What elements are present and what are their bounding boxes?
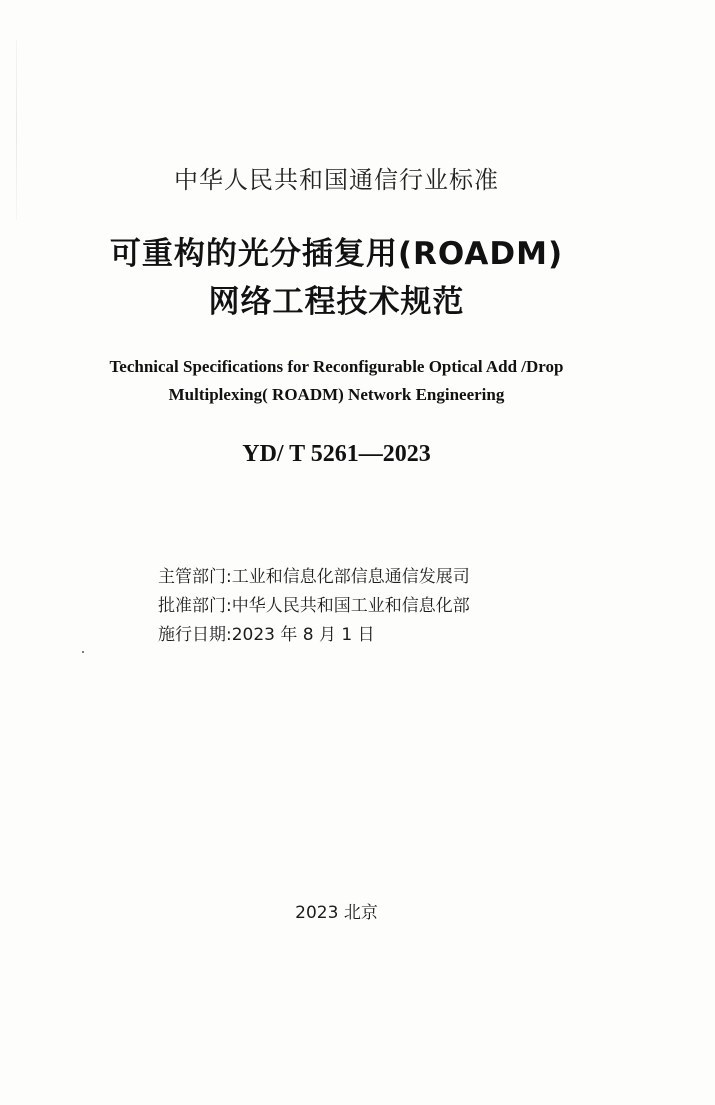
- english-title-line-2: Multiplexing( ROADM) Network Engineering: [168, 385, 505, 404]
- publication-imprint: 2023 北京: [295, 903, 378, 923]
- standard-code: YD/ T 5261—2023: [242, 441, 431, 467]
- chinese-title-line-2: 网络工程技术规范: [208, 284, 465, 320]
- effective-date: 施行日期:2023 年 8 月 1 日: [158, 625, 375, 645]
- competent-department: 主管部门:工业和信息化部信息通信发展司: [158, 567, 470, 587]
- chinese-title-line-1: 可重构的光分插复用(ROADM): [109, 236, 564, 272]
- industry-standard-heading: 中华人民共和国通信行业标准: [174, 166, 499, 194]
- approval-department: 批准部门:中华人民共和国工业和信息化部: [158, 596, 470, 616]
- scan-speck: [82, 651, 84, 653]
- english-title-line-1: Technical Specifications for Reconfigurable Optical Add /Drop: [109, 357, 564, 376]
